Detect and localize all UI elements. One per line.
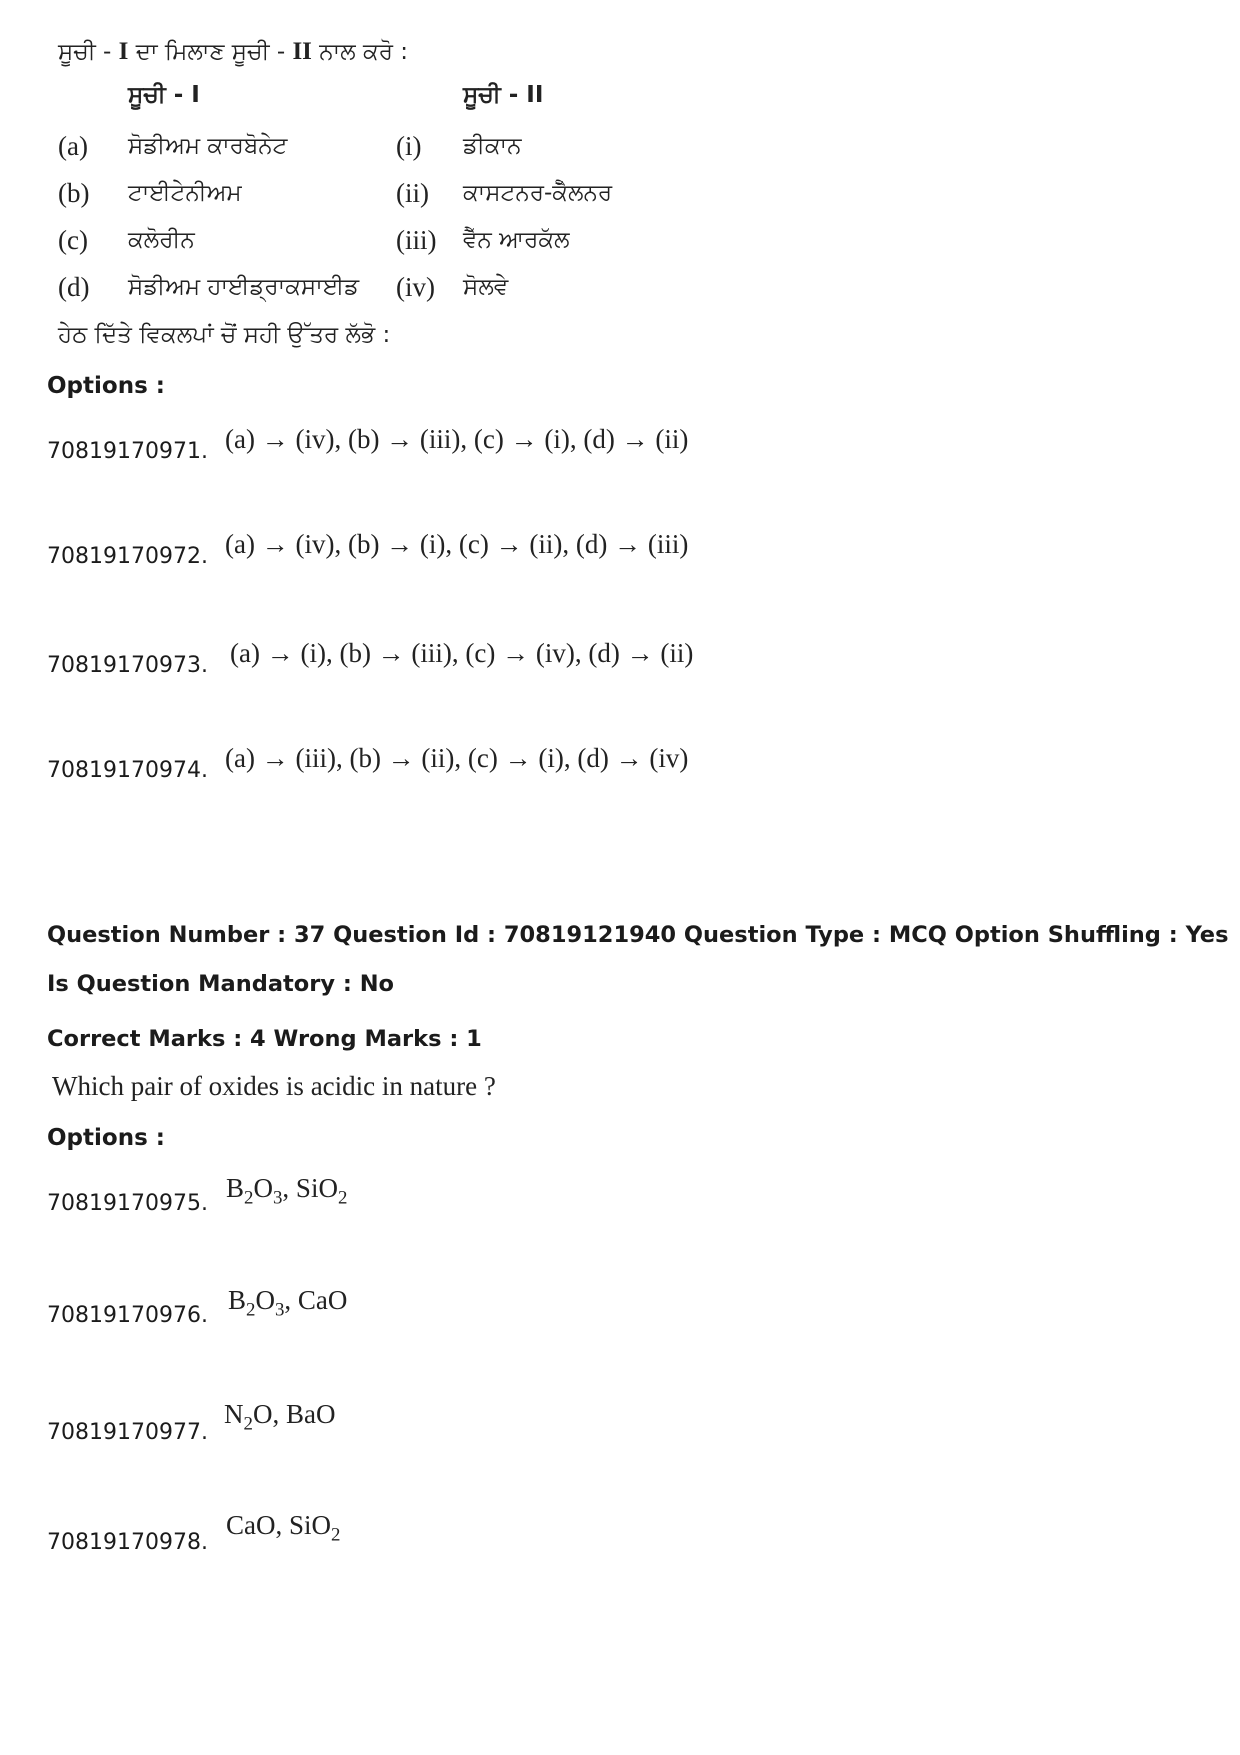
row-label-list1: (b) xyxy=(58,178,90,208)
option-text: (a) → (iv), (b) → (i), (c) → (ii), (d) → (iii) xyxy=(225,529,689,559)
row-item-list1: ਸੋਡੀਅਮ ਕਾਰਬੋਨੇਟ xyxy=(128,133,288,159)
row-item-list1: ਸੋਡੀਅਮ ਹਾਈਡ੍ਰਾਕਸਾਈਡ xyxy=(128,274,360,300)
row-label-list2: (ii) xyxy=(396,178,429,208)
row-label-list2: (i) xyxy=(396,131,422,161)
row-label-list2: (iii) xyxy=(396,225,437,255)
option-id: 70819170973. xyxy=(47,653,208,678)
option-text: (a) → (i), (b) → (iii), (c) → (iv), (d) → (ii) xyxy=(230,638,694,668)
instruction-roman-1: I xyxy=(118,38,129,65)
row-item-list1: ਟਾਈਟੇਨੀਅਮ xyxy=(128,180,242,206)
option-formula: $B_2O_3$, SiO$_2$ xyxy=(226,1173,348,1209)
instruction-mid: ਦਾ ਮਿਲਾਣ ਸੂਚੀ - xyxy=(128,39,293,65)
option-id: 70819170971. xyxy=(47,439,208,464)
row-label-list2: (iv) xyxy=(396,272,435,302)
match-instruction xyxy=(58,38,408,66)
option-formula: $N_2O$, BaO xyxy=(224,1399,336,1435)
row-label-list1: (c) xyxy=(58,225,88,255)
list1-header: ਸੂਚੀ - I xyxy=(128,82,200,108)
options-heading: Options : xyxy=(47,1125,165,1151)
row-item-list2: ਕਾਸਟਨਰ-ਕੈੱਲਨਰ xyxy=(463,180,613,206)
option-id: 70819170978. xyxy=(47,1530,208,1555)
option-id: 70819170977. xyxy=(47,1420,208,1445)
option-text: (a) → (iv), (b) → (iii), (c) → (i), (d) → (ii) xyxy=(225,424,689,454)
question-meta-line2: Is Question Mandatory : No xyxy=(47,971,394,997)
instruction-roman-2: II xyxy=(292,38,312,65)
instruction-post: ਨਾਲ ਕਰੋ : xyxy=(311,39,409,65)
list2-header: ਸੂਚੀ - II xyxy=(463,82,544,108)
marks-line: Correct Marks : 4 Wrong Marks : 1 xyxy=(47,1026,482,1052)
row-label-list1: (a) xyxy=(58,131,88,161)
answer-prompt: ਹੇਠ ਦਿੱਤੇ ਵਿਕਲਪਾਂ ਚੋਂ ਸਹੀ ਉੱਤਰ ਲੱਭੋ : xyxy=(58,322,391,348)
option-id: 70819170972. xyxy=(47,544,208,569)
question-meta-line1: Question Number : 37 Question Id : 70819121940 Question Type : MCQ Option Shuffling : Yes xyxy=(47,922,1229,948)
question-text: Which pair of oxides is acidic in nature ? xyxy=(52,1071,496,1101)
option-id: 70819170976. xyxy=(47,1303,208,1328)
option-text: (a) → (iii), (b) → (ii), (c) → (i), (d) → (iv) xyxy=(225,743,689,773)
row-label-list1: (d) xyxy=(58,272,90,302)
row-item-list2: ਡੀਕਾਨ xyxy=(463,133,522,159)
row-item-list2: ਵੈੱਨ ਆਰਕੱਲ xyxy=(463,227,570,253)
option-id: 70819170974. xyxy=(47,758,208,783)
instruction-pre: ਸੂਚੀ - xyxy=(58,39,119,65)
row-item-list1: ਕਲੋਰੀਨ xyxy=(128,227,195,253)
row-item-list2: ਸੋਲਵੇ xyxy=(463,274,509,300)
option-id: 70819170975. xyxy=(47,1191,208,1216)
options-heading: Options : xyxy=(47,373,165,399)
option-formula: CaO, SiO$_2$ xyxy=(226,1510,341,1546)
option-formula: $B_2O_3$, CaO xyxy=(228,1285,348,1321)
